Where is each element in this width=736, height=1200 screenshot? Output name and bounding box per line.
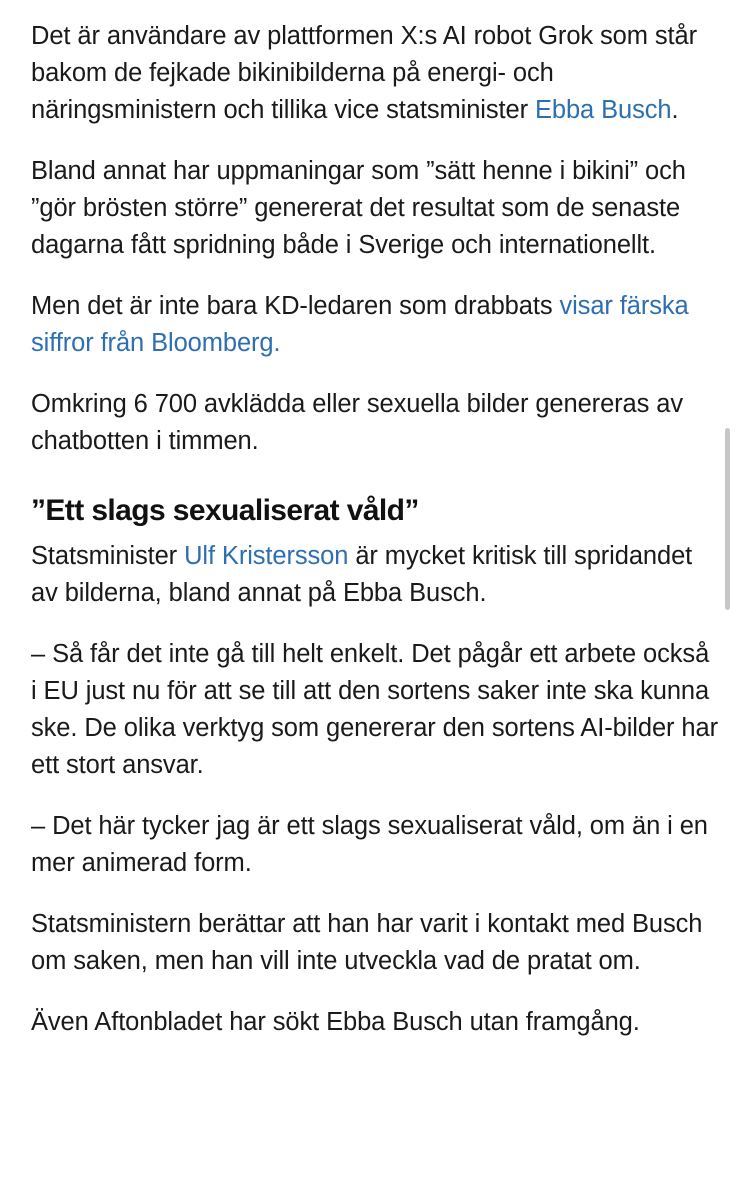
link-bloomberg[interactable]: visar färska siffror från Bloomberg.	[31, 292, 689, 357]
scrollbar-thumb[interactable]	[725, 428, 730, 610]
paragraph-6: – Så får det inte gå till helt enkelt. Det pågår ett arbete också i EU just nu för att se till att den sortens saker inte ska kunna ske. De olika verktyg som genererar den sortens AI-bilder har ett stort ansvar.	[31, 640, 718, 779]
paragraph-3	[31, 288, 721, 362]
paragraph-4: Omkring 6 700 avklädda eller sexuella bilder genereras av chatbotten i timmen.	[31, 390, 683, 455]
paragraph-5-start: Statsminister	[31, 542, 185, 570]
paragraph-1	[31, 18, 721, 129]
paragraph-1-end: .	[671, 96, 679, 124]
paragraph-8: Statsministern berättar att han har varit i kontakt med Busch om saken, men han vill inte utveckla vad de pratat om.	[31, 910, 703, 975]
paragraph-2: Bland annat har uppmaningar som ”sätt henne i bikini” och ”gör brösten större” genererat det resultat som de senaste dagarna fått spridning både i Sverige och internationellt.	[31, 157, 686, 259]
link-ulf-kristersson[interactable]: Ulf Kristersson	[184, 542, 349, 570]
section-heading: ”Ett slags sexualiserat våld”	[31, 494, 419, 527]
paragraph-5	[31, 538, 721, 612]
link-ebba-busch[interactable]: Ebba Busch	[534, 96, 672, 124]
article-body	[31, 18, 721, 1065]
paragraph-1-text: Det är användare av plattformen X:s AI robot Grok som står bakom de fejkade bikinibilderna på energi- och näringsministern och tillika vice statsminister	[31, 22, 698, 124]
paragraph-3-text: Men det är inte bara KD-ledaren som drabbats	[31, 292, 560, 320]
paragraph-5-text: är mycket kritisk till spridandet av bilderna, bland annat på Ebba Busch.	[31, 542, 693, 607]
paragraph-7: – Det här tycker jag är ett slags sexualiserat våld, om än i en mer animerad form.	[31, 812, 708, 877]
paragraph-9: Även Aftonbladet har sökt Ebba Busch utan framgång.	[31, 1008, 640, 1036]
